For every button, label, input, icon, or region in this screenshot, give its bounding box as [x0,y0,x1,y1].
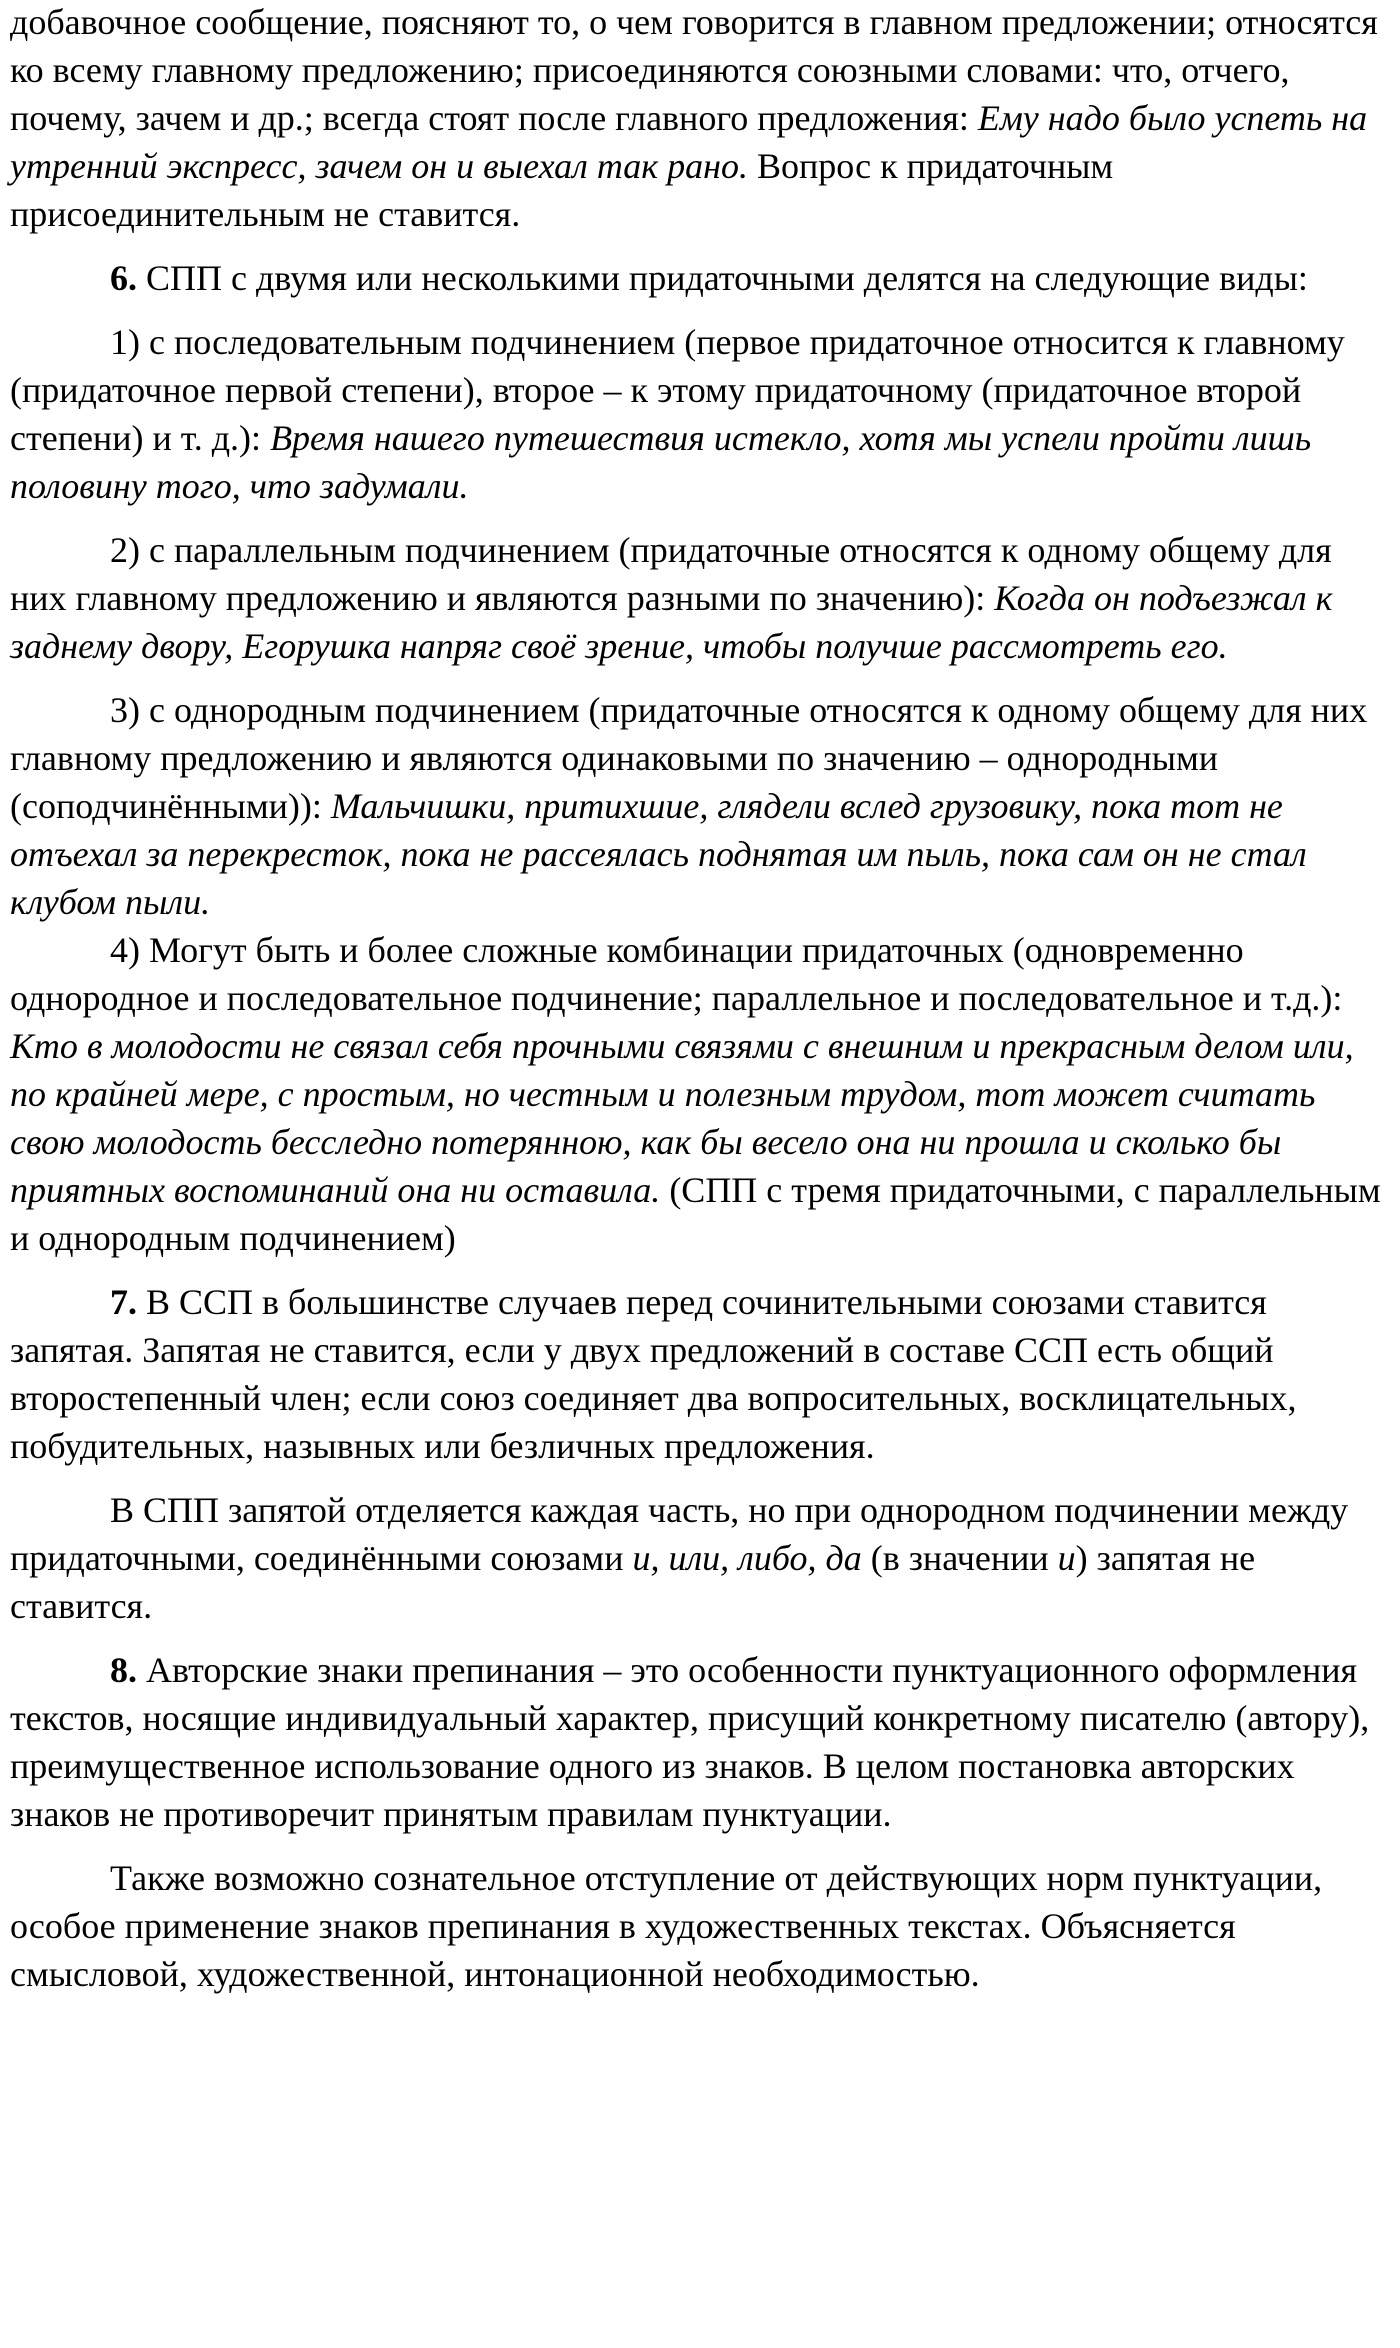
paragraph-item-7 [10,1278,1396,1470]
item-number: 6. [110,258,137,298]
body-text: 1) с последовательным подчинением (первое придаточное относится к главному (придаточное первой степени), второе – к этому придаточному (придаточное второй степени) и т. д.): [10,322,1345,458]
paragraph-item-6-2 [10,526,1396,670]
body-text: СПП с двумя или несколькими придаточными делятся на следующие виды: [137,258,1308,298]
body-text: Также возможно сознательное отступление от действующих норм пунктуации, особое применение знаков препинания в художественных текстах. Объясняется смысловой, художественной, интонационной необходимостью. [10,1858,1323,1994]
paragraph-item-6 [10,254,1396,302]
body-text: (в значении [861,1538,1058,1578]
body-text: 4) Могут быть и более сложные комбинации придаточных (одновременно однородное и последовательное подчинение; параллельное и последовательное и т.д.): [10,930,1343,1018]
body-text: добавочное сообщение, поясняют то, о чем говорится в главном предложении; относятся ко всему главному предложению; присоединяются союзными словами: что, отчего, почему, зачем и др.; всегда стоят после главного предложения: [10,2,1378,138]
paragraph-item-7-comma-rule [10,1486,1396,1630]
example-text: и, или, либо, да [632,1538,862,1578]
paragraph-item-8 [10,1646,1396,1838]
item-number: 8. [110,1650,137,1690]
example-text: Кто в молодости не связал себя прочными связями с внешним и прекрасным делом или, по крайней мере, с простым, но честным и полезным трудом, тот может считать свою молодость бесследно потерянною, как бы весело она ни прошла и сколько бы приятных воспоминаний она ни оставила. [10,1026,1354,1210]
body-text: (СПП с тремя придаточными, с параллельным и однородным подчинением) [10,1170,1381,1258]
body-text: 3) с однородным подчинением (придаточные относятся к одному общему для них главному предложению и являются одинаковыми по значению – однородными (соподчинёнными)): [10,690,1368,826]
paragraph-continuation [10,0,1396,238]
body-text: В ССП в большинстве случаев перед сочинительными союзами ставится запятая. Запятая не ставится, если у двух предложений в составе ССП есть общий второстепенный член; если союз соединяет два вопросительных, восклицательных, побудительных, назывных или безличных предложения. [10,1282,1297,1466]
item-number: 7. [110,1282,137,1322]
paragraph-item-6-4 [10,926,1396,1262]
body-text: Вопрос к придаточным присоединительным не ставится. [10,146,1114,234]
example-text: Время нашего путешествия истекло, хотя мы успели пройти лишь половину того, что задумали. [10,418,1312,506]
body-text: В СПП запятой отделяется каждая часть, но при однородном подчинении между придаточными, соединёнными союзами [10,1490,1349,1578]
paragraph-item-8-deviation [10,1854,1396,1998]
paragraph-item-6-1 [10,318,1396,510]
body-text: Авторские знаки препинания – это особенности пунктуационного оформления текстов, носящие индивидуальный характер, присущий конкретному писателю (автору), преимущественное использование одного из знаков. В целом постановка авторских знаков не противоречит принятым правилам пунктуации. [10,1650,1370,1834]
example-text: и [1057,1538,1076,1578]
example-text: Когда он подъезжал к заднему двору, Егорушка напряг своё зрение, чтобы получше рассмотреть его. [10,578,1333,666]
body-text: 2) с параллельным подчинением (придаточные относятся к одному общему для них главному предложению и являются разными по значению): [10,530,1332,618]
example-text: Мальчишки, притихшие, глядели вслед грузовику, пока тот не отъехал за перекресток, пока не рассеялась поднятая им пыль, пока сам он не стал клубом пыли. [10,786,1307,922]
body-text: ) запятая не ставится. [10,1538,1256,1626]
paragraph-item-6-3 [10,686,1396,926]
example-text: Ему надо было успеть на утренний экспресс, зачем он и выехал так рано. [10,98,1368,186]
